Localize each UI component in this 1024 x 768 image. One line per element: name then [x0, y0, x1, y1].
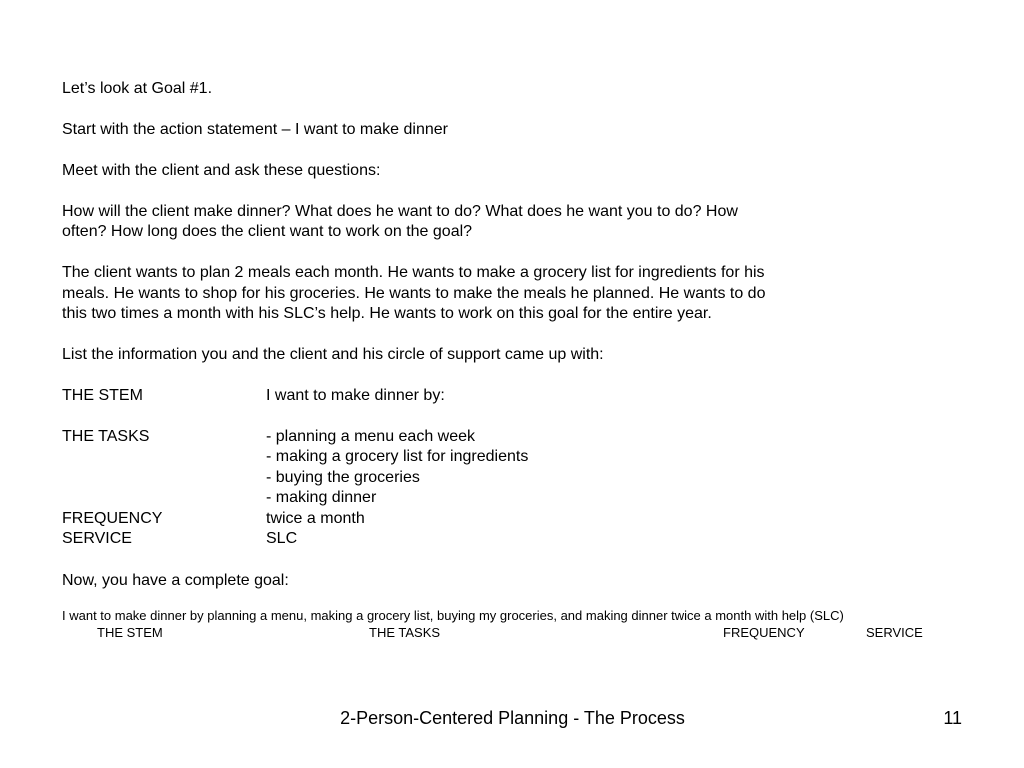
- page-number: 11: [943, 708, 962, 728]
- answer-line-3: this two times a month with his SLC’s help. He wants to work on this goal for the entire year.: [62, 305, 712, 322]
- footer-title: 2-Person-Centered Planning - The Process: [340, 708, 685, 728]
- answer-line-1: The client wants to plan 2 meals each month. He wants to make a grocery list for ingredients for his: [62, 264, 765, 281]
- complete-goal-heading: Now, you have a complete goal:: [62, 572, 289, 589]
- goal-part-label-service: SERVICE: [866, 625, 923, 640]
- tasks-label: THE TASKS: [62, 428, 150, 445]
- task-item: - buying the groceries: [266, 469, 420, 486]
- question-line-1: How will the client make dinner? What does he want to do? What does he want you to do? How: [62, 203, 738, 220]
- goal-part-label-frequency: FREQUENCY: [723, 625, 805, 640]
- task-item: - planning a menu each week: [266, 428, 476, 445]
- action-statement-line: Start with the action statement – I want to make dinner: [62, 121, 448, 138]
- stem-label: THE STEM: [62, 387, 143, 404]
- answer-line-2: meals. He wants to shop for his groceries. He wants to make the meals he planned. He wants to do: [62, 285, 766, 302]
- question-line-2: often? How long does the client want to work on the goal?: [62, 223, 473, 240]
- meet-client-line: Meet with the client and ask these questions:: [62, 162, 381, 179]
- stem-value: I want to make dinner by:: [266, 387, 445, 404]
- goal-part-label-tasks: THE TASKS: [369, 625, 441, 640]
- goal-part-label-stem: THE STEM: [97, 625, 163, 640]
- list-information-line: List the information you and the client and his circle of support came up with:: [62, 346, 604, 363]
- task-item: - making dinner: [266, 489, 377, 506]
- task-item: - making a grocery list for ingredients: [266, 448, 529, 465]
- service-label: SERVICE: [62, 530, 132, 547]
- frequency-value: twice a month: [266, 510, 365, 527]
- complete-goal-sentence: I want to make dinner by planning a menu, making a grocery list, buying my groceries, and making dinner twice a month with help (SLC): [62, 608, 844, 623]
- intro-line: Let’s look at Goal #1.: [62, 80, 213, 97]
- frequency-label: FREQUENCY: [62, 510, 163, 527]
- service-value: SLC: [266, 530, 298, 547]
